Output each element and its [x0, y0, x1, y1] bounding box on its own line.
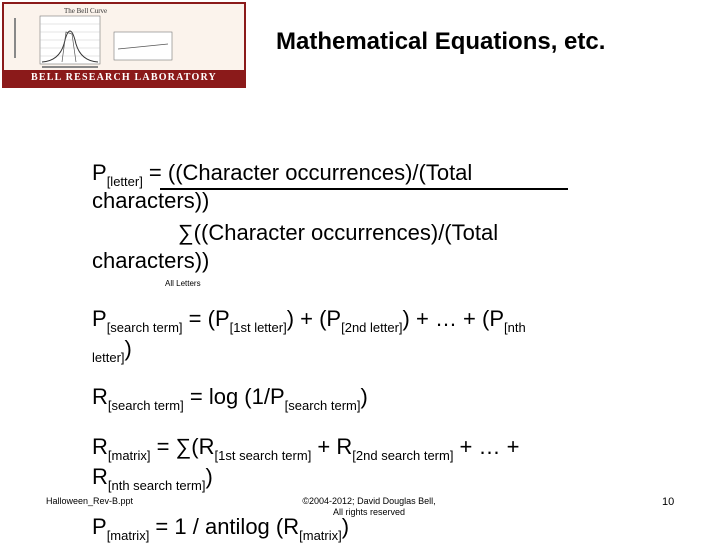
eq-r-matrix-c: + R [311, 434, 353, 459]
eq-p-search-b: = (P [182, 306, 230, 331]
eq-p-matrix-a: P [92, 514, 107, 539]
eq-p-search-e-sub: letter] [92, 350, 125, 365]
eq-r-matrix-b: = ∑(R [150, 434, 215, 459]
eq-r-search-a: R [92, 384, 108, 409]
footer-copyright: ©2004-2012; David Douglas Bell, [302, 496, 436, 506]
eq-r-matrix-line2 [92, 464, 213, 493]
eq-r-matrix-b-sub: [1st search term] [214, 448, 312, 463]
eq-r-matrix-c-sub: [2nd search term] [352, 448, 454, 463]
footer-filename: Halloween_Rev-B.ppt [46, 496, 134, 506]
eq-p-search-c-sub: [2nd letter] [341, 320, 403, 335]
eq-r-search-term [92, 384, 368, 413]
eq-p-letter-rhs2: characters)) [92, 188, 210, 213]
eq-r-matrix-f: ) [205, 464, 213, 489]
eq-p-search-d: ) + … + (P [402, 306, 505, 331]
eq-p-search-d-sub: [nth [504, 320, 526, 335]
eq-r-matrix-line1 [92, 434, 520, 463]
eq-p-matrix-b: = 1 / antilog (R [149, 514, 300, 539]
eq-p-letter-lhs-sub: [letter] [106, 174, 143, 189]
eq-p-letter-rhs4: characters)) [92, 248, 210, 273]
bell-curve-chart-icon [4, 4, 244, 74]
eq-p-search-term-line2 [92, 336, 132, 365]
eq-p-matrix-a-sub: [matrix] [106, 528, 150, 543]
eq-p-search-a-sub: [search term] [106, 320, 183, 335]
eq-r-search-c: ) [360, 384, 368, 409]
eq-r-search-b: = log (1/P [183, 384, 285, 409]
eq-p-matrix-c: ) [341, 514, 350, 539]
footer-rights: All rights reserved [332, 507, 406, 517]
eq-p-letter-lhs: P [92, 160, 107, 185]
eq-p-search-e: ) [124, 336, 132, 361]
eq-p-search-a: P [92, 306, 107, 331]
page-title: Mathematical Equations, etc. [276, 28, 606, 55]
eq-p-search-term-line1 [92, 306, 526, 335]
eq-p-search-b-sub: [1st letter] [229, 320, 287, 335]
footer-copyright-block [284, 496, 454, 518]
logo-banner: BELL RESEARCH LABORATORY [4, 70, 244, 86]
eq-r-search-a-sub: [search term] [107, 398, 184, 413]
eq-r-matrix-e-sub: [nth search term] [107, 478, 206, 493]
eq-r-matrix-a: R [92, 434, 108, 459]
eq-p-matrix-b-sub: [matrix] [299, 528, 342, 543]
eq-p-search-c: ) + (P [286, 306, 342, 331]
eq-r-matrix-d: + … + [453, 434, 520, 459]
page-number: 10 [662, 496, 675, 508]
logo-chart-title: The Bell Curve [64, 7, 108, 15]
bell-lab-logo [2, 2, 246, 88]
eq-p-letter-rhs1: = ((Character occurrences)/(Total [142, 160, 473, 185]
eq-p-letter-note: All Letters [165, 279, 201, 288]
eq-p-letter-line1 [92, 160, 473, 189]
eq-r-matrix-a-sub: [matrix] [107, 448, 151, 463]
fraction-rule [160, 188, 568, 190]
eq-r-matrix-e: R [92, 464, 108, 489]
eq-p-letter-rhs3: ∑((Character occurrences)/(Total [178, 220, 499, 245]
eq-r-search-b-sub: [search term] [284, 398, 361, 413]
